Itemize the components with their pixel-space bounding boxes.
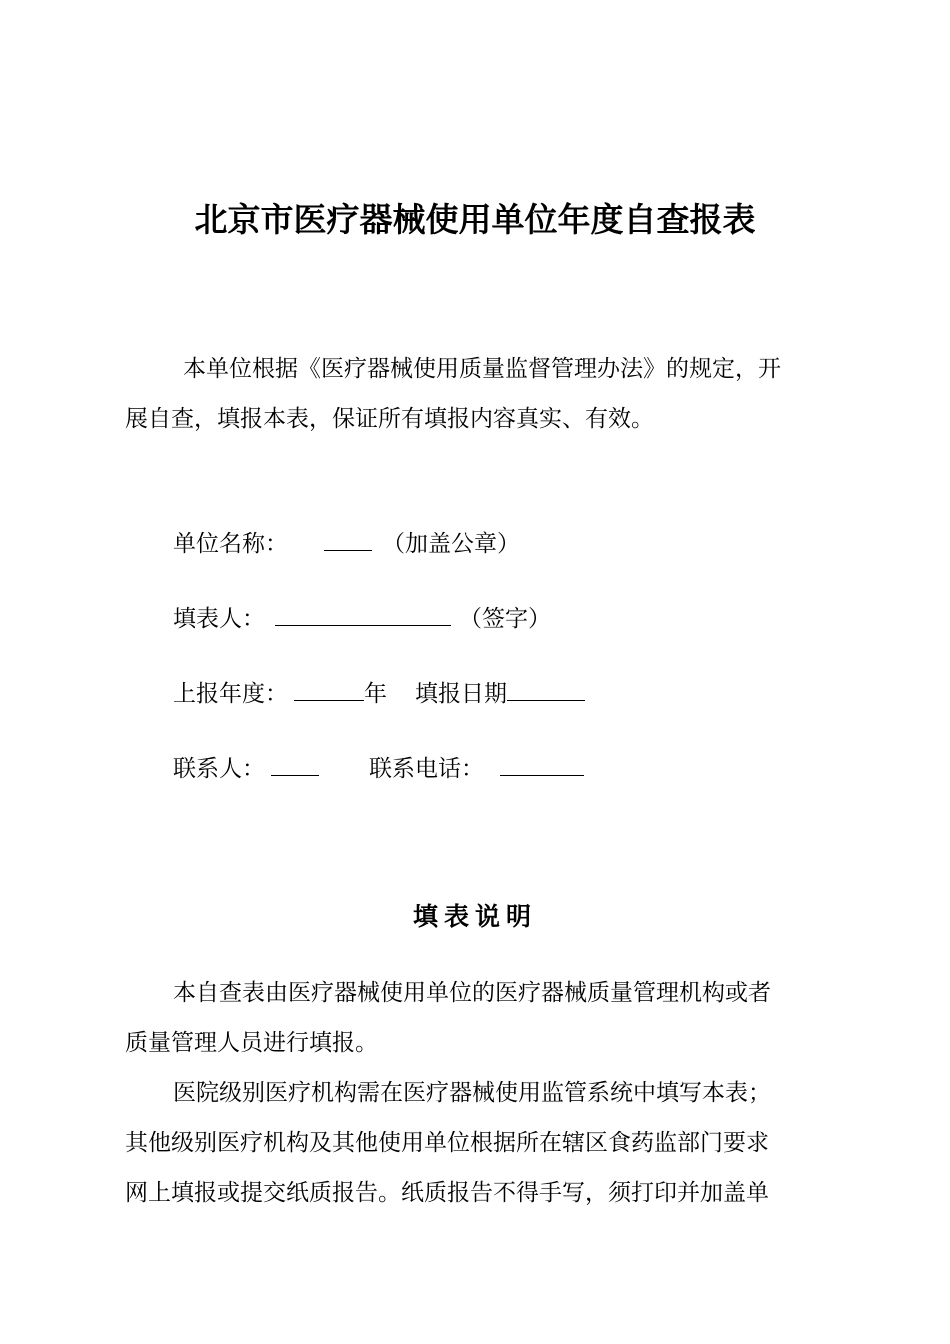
contact-label: 联系人：	[173, 756, 265, 782]
filler-note: （签字）	[459, 606, 551, 632]
intro-line-1: 本单位根据《医疗器械使用质量监督管理办法》的规定，开	[183, 356, 781, 382]
report-year-row	[173, 678, 585, 710]
page-title: 北京市医疗器械使用单位年度自查报表	[194, 200, 756, 239]
filler-row	[173, 603, 551, 635]
report-year-blank[interactable]	[294, 678, 364, 701]
contact-row	[173, 753, 584, 785]
instructions-heading: 填表说明	[412, 902, 537, 931]
intro-line-2: 展自查，填报本表，保证所有填报内容真实、有效。	[125, 406, 654, 432]
fill-date-blank[interactable]	[507, 678, 585, 701]
instructions-p1-line-2: 质量管理人员进行填报。	[125, 1030, 378, 1056]
instructions-p1-line-1: 本自查表由医疗器械使用单位的医疗器械质量管理机构或者	[173, 980, 771, 1006]
fill-date-label: 填报日期	[415, 681, 507, 707]
instructions-p2-line-1: 医院级别医疗机构需在医疗器械使用监管系统中填写本表；	[173, 1080, 771, 1106]
contact-phone-label: 联系电话：	[369, 756, 484, 782]
year-suffix: 年	[364, 681, 387, 707]
report-year-label: 上报年度：	[173, 681, 288, 707]
unit-name-row	[173, 528, 520, 560]
contact-blank[interactable]	[271, 753, 319, 776]
instructions-p2-line-3: 网上填报或提交纸质报告。纸质报告不得手写，须打印并加盖单	[125, 1180, 769, 1206]
unit-name-note: （加盖公章）	[382, 531, 520, 557]
contact-phone-blank[interactable]	[500, 753, 584, 776]
filler-blank[interactable]	[275, 603, 451, 626]
filler-label: 填表人：	[173, 606, 265, 632]
unit-name-label: 单位名称：	[173, 531, 288, 557]
unit-name-blank[interactable]	[324, 528, 372, 551]
instructions-p2-line-2: 其他级别医疗机构及其他使用单位根据所在辖区食药监部门要求	[125, 1130, 769, 1156]
